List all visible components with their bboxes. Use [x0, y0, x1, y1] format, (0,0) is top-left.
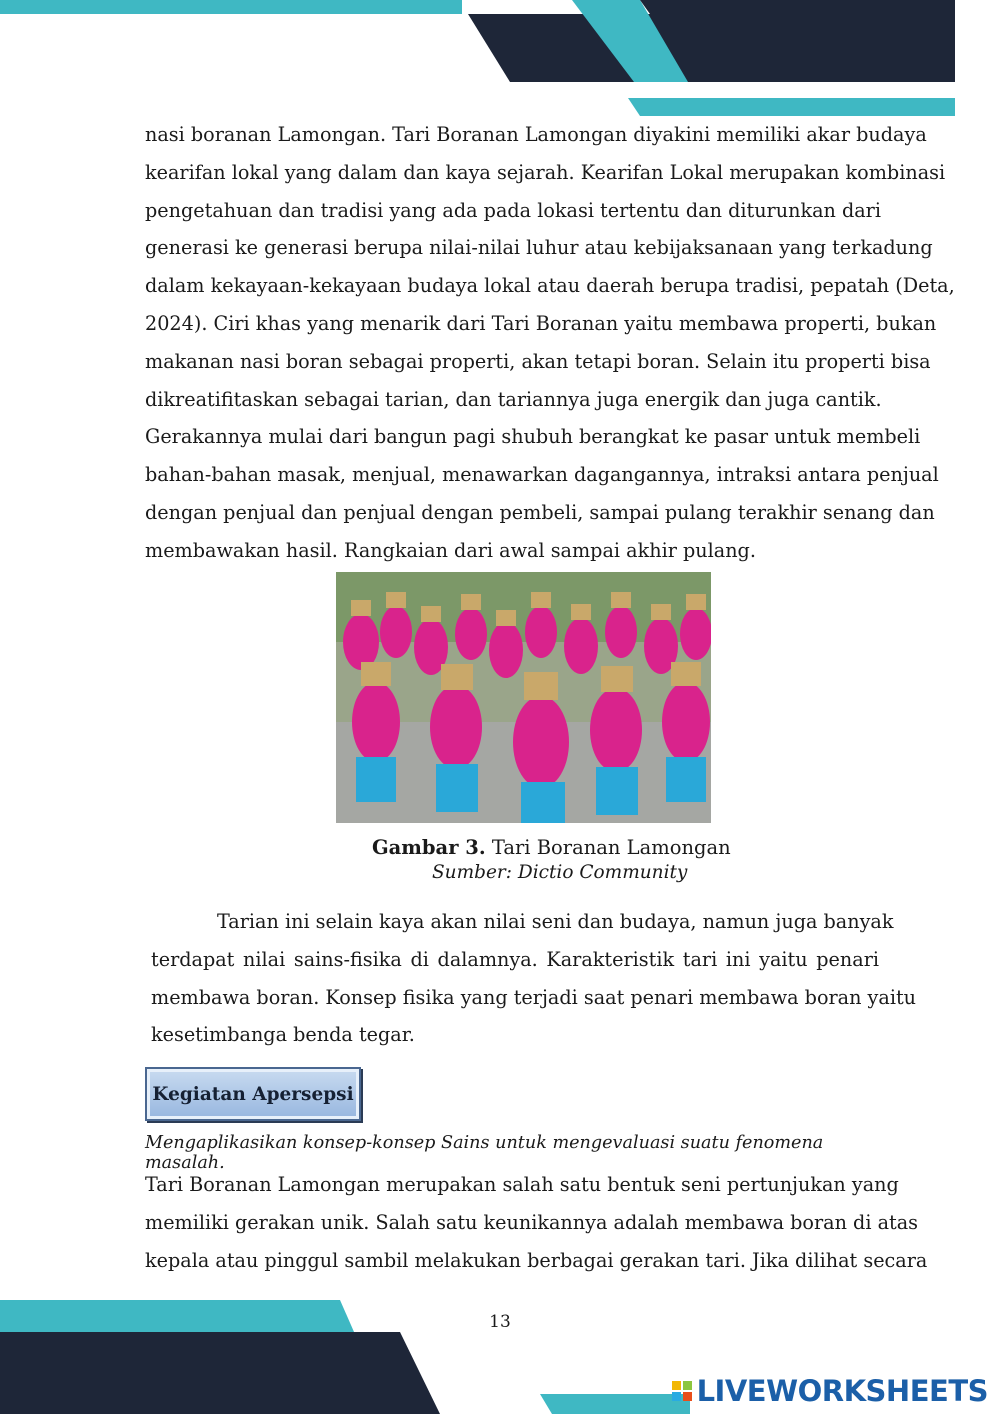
text-line: 2024). Ciri khas yang menarik dari Tari Boranan yaitu membawa properti, bukan	[145, 311, 937, 335]
figure-title: Tari Boranan Lamongan	[491, 836, 731, 859]
text-line: bahan-bahan masak, menjual, menawarkan dagangannya, intraksi antara penjual	[145, 463, 939, 487]
text-line: generasi ke generasi berupa nilai-nilai luhur atau kebijaksanaan yang terkadung	[145, 236, 933, 260]
body-paragraph-2	[151, 903, 917, 1054]
body-paragraph-1	[145, 116, 955, 570]
figure-label: Gambar 3.	[372, 836, 486, 859]
page-number: 13	[489, 1312, 511, 1332]
intro-italic-text: Mengaplikasikan konsep-konsep Sains untuk mengevaluasi suatu fenomena masalah.	[145, 1133, 824, 1173]
dance-photo	[336, 572, 711, 823]
header-teal-band	[0, 0, 462, 14]
figure-source: Sumber: Dictio Community	[432, 862, 688, 883]
text-line: dengan penjual dan penjual dengan pembeli, sampai pulang terakhir senang dan	[145, 500, 935, 524]
text-line: membawa boran. Konsep fisika yang terjadi saat penari membawa boran yaitu	[151, 985, 917, 1009]
figure-title-line	[372, 836, 731, 859]
header-teal-strip	[628, 98, 955, 116]
liveworksheets-logo	[672, 1374, 988, 1408]
text-line: dalam kekayaan-kekayaan budaya lokal atau daerah berupa tradisi, pepatah (Deta,	[145, 274, 955, 298]
text-line: makanan nasi boran sebagai properti, akan tetapi boran. Selain itu properti bisa	[145, 349, 931, 373]
text-line: kearifan lokal yang dalam dan kaya sejarah. Kearifan Lokal merupakan kombinasi	[145, 160, 946, 184]
kegiatan-apersepsi-button[interactable]: Kegiatan Apersepsi	[145, 1067, 361, 1121]
text-line: kesetimbanga benda tegar.	[151, 1023, 415, 1047]
text-line: Gerakannya mulai dari bangun pagi shubuh berangkat ke pasar untuk membeli	[145, 425, 921, 449]
text-line: Tarian ini selain kaya akan nilai seni dan budaya, namun juga banyak	[217, 910, 894, 933]
header-teal-slash	[572, 0, 688, 82]
header-navy-block	[468, 14, 955, 82]
watermark-text: LIVEWORKSHEETS	[696, 1374, 988, 1408]
text-line: kepala atau pinggul sambil melakukan berbagai gerakan tari. Jika dilihat secara	[145, 1248, 928, 1272]
text-line: nasi boranan Lamongan. Tari Boranan Lamongan diyakini memiliki akar budaya	[145, 123, 927, 146]
text-line: membawakan hasil. Rangkaian dari awal sampai akhir pulang.	[145, 538, 756, 562]
footer-navy-block	[0, 1332, 440, 1414]
live-grid-icon	[672, 1381, 692, 1401]
text-line: Tari Boranan Lamongan merupakan salah satu bentuk seni pertunjukan yang	[145, 1173, 899, 1196]
text-line: memiliki gerakan unik. Salah satu keunikannya adalah membawa boran di atas	[145, 1210, 919, 1234]
footer-teal-strip	[540, 1394, 690, 1414]
text-line: pengetahuan dan tradisi yang ada pada lokasi tertentu dan diturunkan dari	[145, 198, 881, 222]
body-paragraph-3	[145, 1166, 928, 1279]
text-line: terdapat nilai sains-fisika di dalamnya. Karakteristik tari ini yaitu penari	[151, 947, 879, 971]
header-navy-top	[640, 0, 955, 14]
text-line: dikreatifitaskan sebagai tarian, dan tariannya juga energik dan juga cantik.	[145, 387, 882, 411]
